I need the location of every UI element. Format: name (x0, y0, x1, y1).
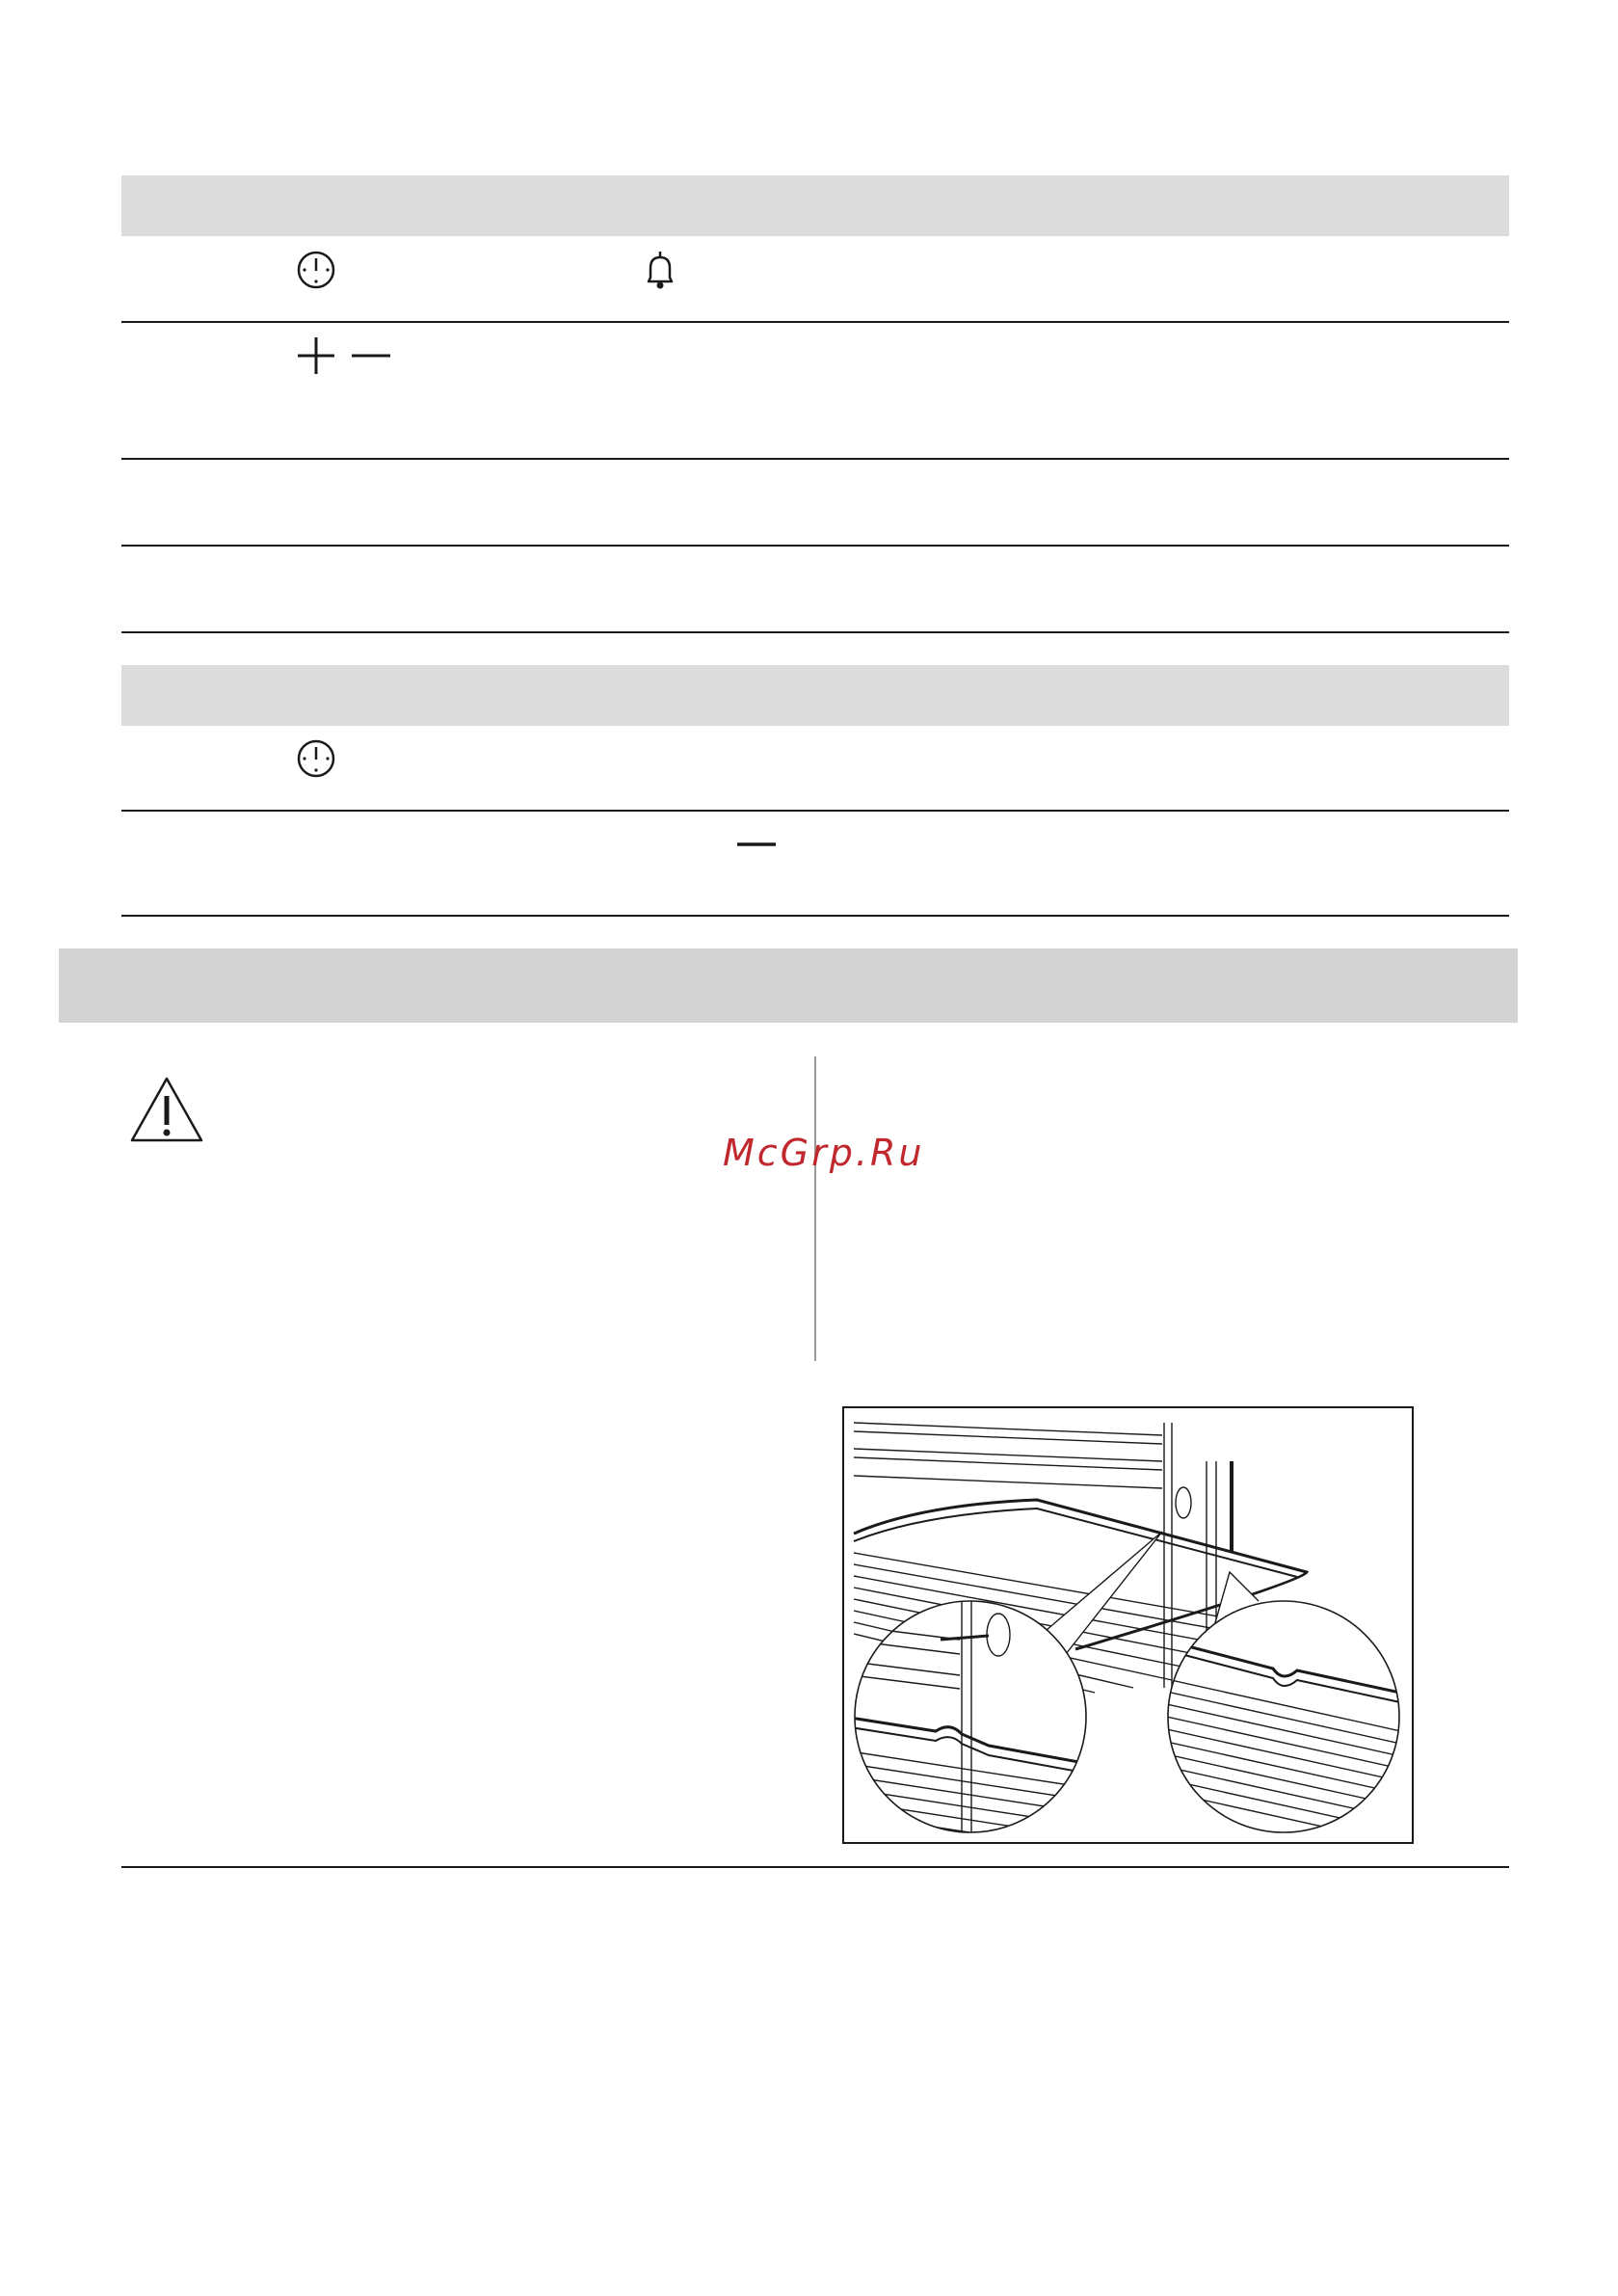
clock-icon (296, 250, 336, 290)
section-bottom-rule (121, 1866, 1509, 1868)
table-header-band (121, 175, 1509, 236)
table-header-band (121, 665, 1509, 726)
table-row-divider (121, 545, 1509, 547)
table-row-divider (121, 810, 1509, 812)
warning-triangle-icon (128, 1075, 205, 1144)
table-row-divider (121, 631, 1509, 633)
section-heading-band (59, 948, 1518, 1023)
watermark: McGrp.Ru (723, 1132, 925, 1174)
column-divider (814, 1056, 816, 1361)
shelf-illustration (842, 1406, 1414, 1844)
table-row-divider (121, 321, 1509, 323)
table-row-divider (121, 915, 1509, 917)
plus-icon (296, 335, 336, 376)
table-row-divider (121, 458, 1509, 460)
clock-icon (296, 738, 336, 779)
minus-icon (351, 335, 391, 376)
minus-icon (736, 824, 777, 865)
bell-icon (640, 250, 680, 292)
